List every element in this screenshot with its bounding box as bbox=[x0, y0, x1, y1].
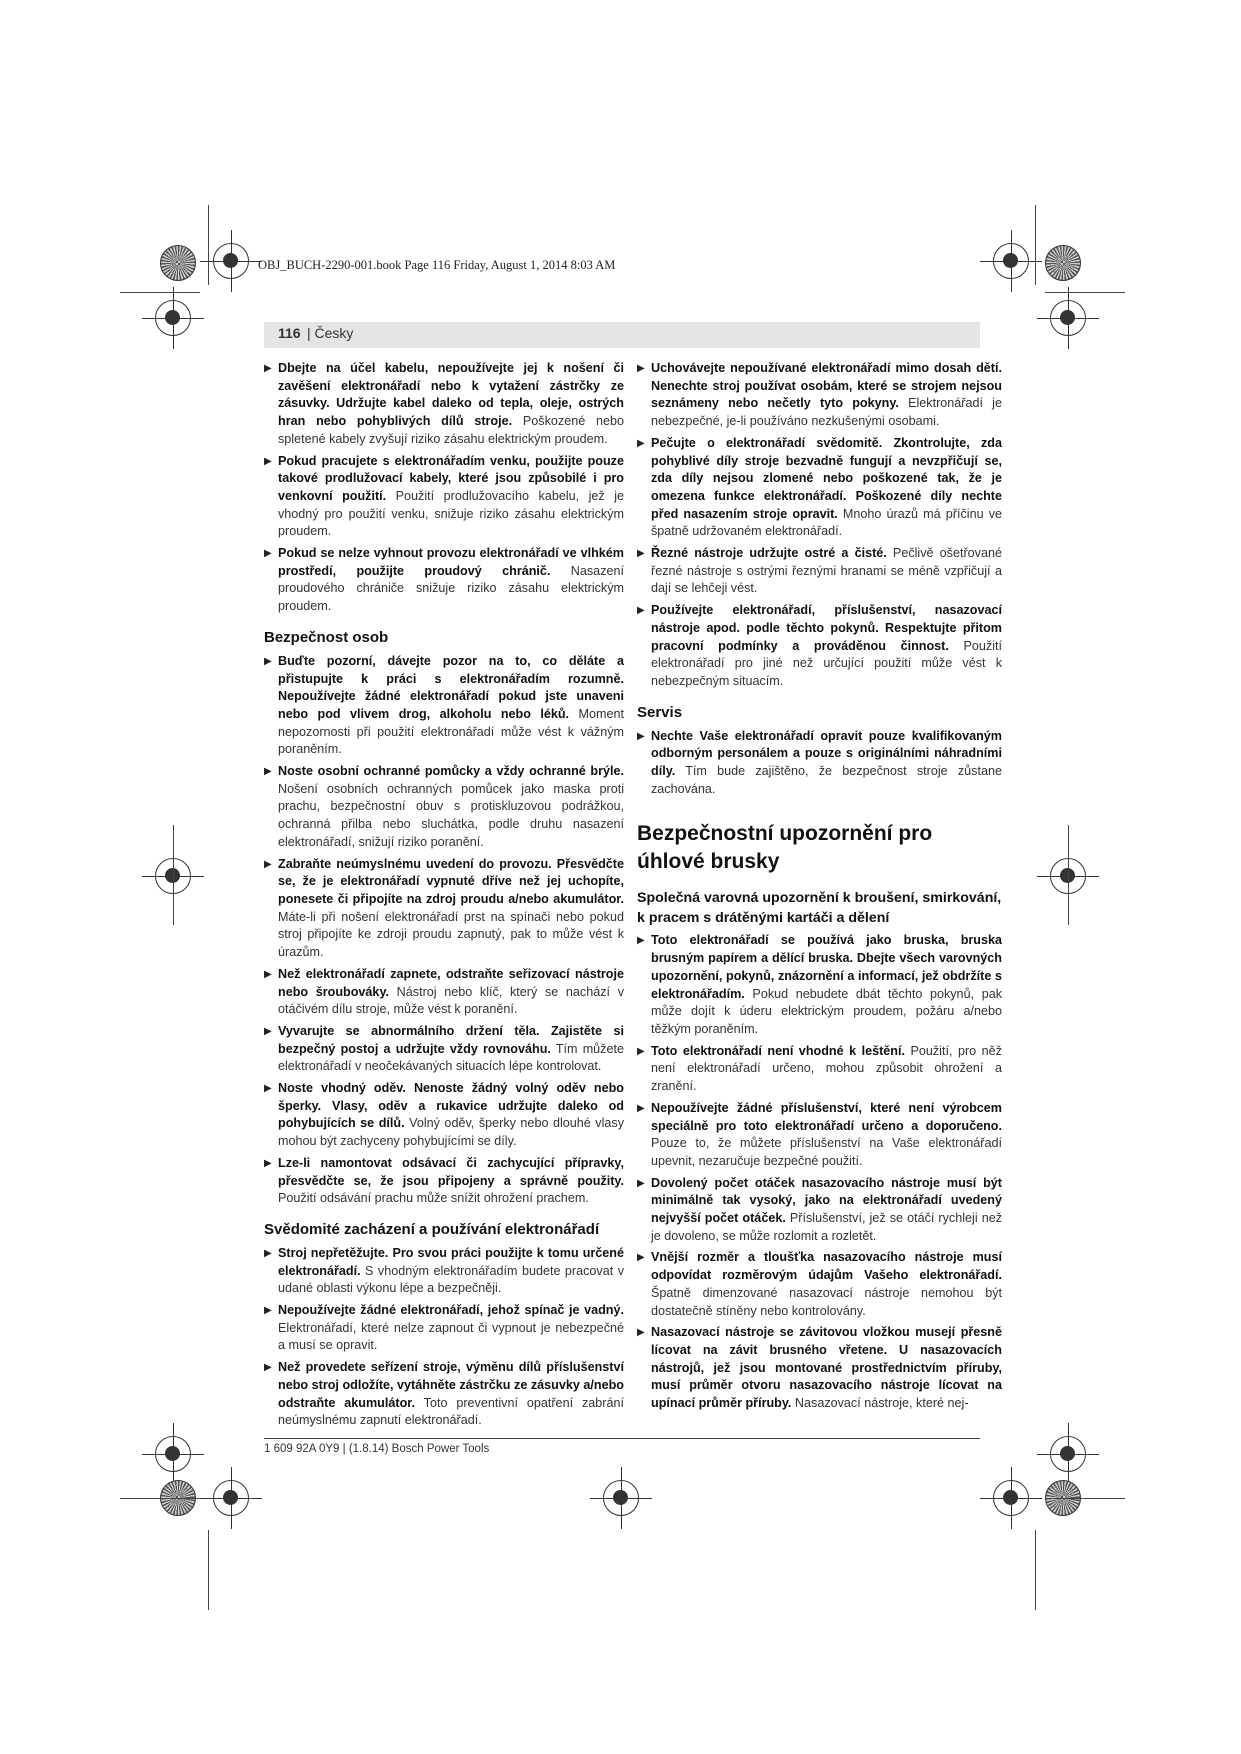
bullet-arrow-icon: ▶ bbox=[637, 605, 645, 617]
right-items-service bbox=[637, 728, 1002, 799]
item-bold-text: Nasazovací nástroje se závitovou vložkou musejí přesně lícovat na závit brusného vřetene. U nasazovacích nástrojů, jež jsou montované prostřednictvím příruby, musí průměr otvoru nasazovacího nástroje lícovat na upínací průměr příruby. bbox=[651, 1325, 1002, 1411]
list-item bbox=[637, 932, 1002, 1038]
item-bold-text: Nepoužívejte žádné příslušenství, které není výrobcem speciálně pro toto elektronářadí určeno a doporučeno. bbox=[651, 1100, 1002, 1133]
crop-line bbox=[1035, 1530, 1036, 1610]
item-normal-text: Použití elektronářadí pro jiné než určující použití může vést k nebezpečným situacím. bbox=[651, 638, 1002, 688]
item-bold-text: Noste vhodný oděv. Nenoste žádný volný oděv nebo šperky. Vlasy, oděv a rukavice udržujte daleko od pohybujících se dílů. bbox=[278, 1081, 624, 1131]
item-normal-text: Máte-li při nošení elektronářadí prst na spínači nebo pokud stroj připojíte ke zdroji proudu zapnutý, pak to může vést k úrazům. bbox=[278, 909, 624, 960]
item-normal-text: Moment nepozornosti při použití elektronářadí může vést k vážným poraněním. bbox=[278, 706, 624, 757]
item-normal-text: Elektronářadí, které nelze zapnout či vypnout je nebezpečné a musí se opravit. bbox=[278, 1320, 624, 1353]
left-items-persons bbox=[264, 653, 624, 1208]
crop-line bbox=[120, 1498, 200, 1499]
list-item bbox=[264, 1302, 624, 1355]
page-number: 116 bbox=[278, 325, 301, 341]
item-normal-text: Pouze to, že můžete příslušenství na Vaše elektronářadí upevnit, nezaručuje bezpečné použití. bbox=[651, 1136, 1002, 1168]
bullet-arrow-icon: ▶ bbox=[637, 1102, 645, 1114]
left-column bbox=[264, 360, 624, 1434]
header-separator: | bbox=[307, 325, 315, 341]
bullet-arrow-icon: ▶ bbox=[637, 1177, 645, 1189]
list-item bbox=[264, 1359, 624, 1430]
registration-mark-icon bbox=[213, 1480, 249, 1516]
item-bold-text: Než elektronářadí zapnete, odstraňte seřizovací nástroje nebo šroubováky. bbox=[278, 966, 624, 999]
list-item bbox=[264, 966, 624, 1019]
list-item bbox=[637, 360, 1002, 431]
language-label: Česky bbox=[314, 325, 354, 341]
heading-personal-safety: Bezpečnost osob bbox=[264, 628, 389, 646]
item-normal-text: Nošení osobních ochranných pomůcek jako maska proti prachu, bezpečnostní obuv s protiskluzovou podrážkou, ochranná přilba nebo sluchátka, podle druhu nasazení elektronářadí, snižují riziko poranění. bbox=[278, 781, 624, 849]
bullet-arrow-icon: ▶ bbox=[637, 363, 645, 374]
crop-line bbox=[173, 825, 174, 925]
item-normal-text: Pokud nebudete dbát těchto pokynů, pak může dojít k úderu elektrickým proudem, požáru a/nebo těžkým poraněním. bbox=[651, 986, 1002, 1036]
item-normal-text: Volný oděv, šperky nebo dlouhé vlasy mohou být zachyceny pohybujícími se díly. bbox=[278, 1116, 624, 1149]
registration-mark-icon bbox=[1050, 300, 1086, 336]
list-item bbox=[637, 1324, 1002, 1413]
item-bold-text: Používejte elektronářadí, příslušenství, nasazovací nástroje apod. podle těchto pokynů. Respektujte přitom pracovní podmínky a prováděnou činnost. bbox=[651, 603, 1002, 653]
crop-line bbox=[1035, 205, 1036, 285]
list-item bbox=[264, 763, 624, 852]
item-bold-text: Pokud se nelze vyhnout provozu elektronářadí ve vlhkém prostředí, použijte proudový chránič. bbox=[278, 546, 624, 578]
bullet-arrow-icon: ▶ bbox=[264, 548, 272, 560]
item-normal-text: Nasazovací nástroje, které nej- bbox=[791, 1396, 969, 1411]
list-item bbox=[637, 1100, 1002, 1171]
bullet-arrow-icon: ▶ bbox=[264, 1025, 272, 1037]
item-normal-text: Použití odsávání prachu může snížit ohrožení prachem. bbox=[278, 1191, 589, 1206]
bullet-arrow-icon: ▶ bbox=[637, 437, 645, 449]
list-item bbox=[264, 856, 624, 962]
list-item bbox=[264, 1245, 624, 1298]
item-normal-text: Nástroj nebo klíč, který se nachází v otáčivém dílu stroje, může vést k poranění. bbox=[278, 984, 624, 1017]
bullet-arrow-icon: ▶ bbox=[637, 1327, 645, 1339]
bullet-arrow-icon: ▶ bbox=[637, 1252, 645, 1264]
header-language bbox=[307, 325, 353, 341]
heading-tool-handling: Svědomité zacházení a používání elektronářadí bbox=[264, 1220, 600, 1238]
list-item bbox=[637, 728, 1002, 799]
bullet-arrow-icon: ▶ bbox=[264, 1083, 272, 1095]
crop-line bbox=[208, 1530, 209, 1610]
list-item bbox=[264, 545, 624, 616]
item-bold-text: Toto elektronářadí není vhodné k leštění. bbox=[651, 1043, 905, 1058]
list-item bbox=[264, 1023, 624, 1076]
list-item bbox=[264, 453, 624, 542]
item-bold-text: Stroj nepřetěžujte. Pro svou práci použijte k tomu určené elektronářadí. bbox=[278, 1245, 624, 1278]
right-items-common bbox=[637, 932, 1002, 1412]
heading-common-warnings: Společná varovná upozornění k broušení, smirkování, k pracem s drátěnými kartáči a dělení bbox=[637, 890, 1002, 927]
list-item bbox=[637, 435, 1002, 541]
item-normal-text: S vhodným elektronářadím budete pracovat v udané oblasti výkonu lépe a bezpečněji. bbox=[278, 1263, 624, 1296]
item-normal-text: Elektronářadí je nebezpečné, je-li používáno nezkušenými osobami. bbox=[651, 396, 1002, 429]
item-bold-text: Než provedete seřízení stroje, výměnu dílů příslušenství nebo stroj odložíte, vytáhněte zástrčku ze zásuvky a/nebo odstraňte akumulátor. bbox=[278, 1360, 624, 1410]
registration-mark-icon bbox=[993, 243, 1029, 279]
item-bold-text: Řezné nástroje udržujte ostré a čisté. bbox=[651, 546, 887, 561]
bullet-arrow-icon: ▶ bbox=[637, 730, 645, 742]
item-normal-text: Nasazení proudového chrániče snižuje riziko zásahu elektrickým proudem. bbox=[278, 563, 624, 614]
list-item bbox=[637, 545, 1002, 598]
registration-mark-icon bbox=[155, 300, 191, 336]
registration-mark-icon bbox=[993, 1480, 1029, 1516]
item-bold-text: Pečujte o elektronářadí svědomitě. Zkontrolujte, zda pohyblivé díly stroje bezvadně fungují a nevzpřičují se, zda díly nejsou zlomené nebo poškozené tak, že je omezena funkce elektronářadí. Poškozené díly nechte před nasazením stroje opravit. bbox=[651, 435, 1002, 521]
left-items-handling bbox=[264, 1245, 624, 1430]
item-normal-text: Mnoho úrazů má příčinu ve špatně udržovaném elektronářadí. bbox=[651, 506, 1002, 539]
bullet-arrow-icon: ▶ bbox=[637, 548, 645, 560]
list-item bbox=[637, 1249, 1002, 1320]
right-column bbox=[637, 360, 1002, 1417]
item-normal-text: Toto preventivní opatření zabrání neúmyslnému zapnutí elektronářadí. bbox=[278, 1395, 624, 1428]
item-normal-text: Poškozené nebo spletené kabely zvyšují riziko zásahu elektrickým proudem. bbox=[278, 414, 624, 446]
item-bold-text: Vnější rozměr a tloušťka nasazovacího nástroje musí odpovídat rozměrovým údajům Vašeho elektronářadí. bbox=[651, 1250, 1002, 1283]
bullet-arrow-icon: ▶ bbox=[264, 968, 272, 980]
registration-mark-icon bbox=[213, 243, 249, 279]
item-bold-text: Dbejte na účel kabelu, nepoužívejte jej k nošení či zavěšení elektronářadí nebo k vytažení zástrčky ze zásuvky. Udržujte kabel daleko od tepla, oleje, ostrých hran nebo pohyblivých dílů stroje. bbox=[278, 361, 624, 429]
bullet-arrow-icon: ▶ bbox=[264, 1305, 272, 1317]
print-slug: OBJ_BUCH-2290-001.book Page 116 Friday, August 1, 2014 8:03 AM bbox=[258, 258, 616, 272]
bullet-arrow-icon: ▶ bbox=[264, 858, 272, 870]
bullet-arrow-icon: ▶ bbox=[637, 935, 645, 947]
bullet-arrow-icon: ▶ bbox=[264, 1362, 272, 1374]
registration-mark-icon bbox=[155, 1436, 191, 1472]
color-sunburst-icon bbox=[1045, 245, 1081, 281]
item-bold-text: Nepoužívejte žádné elektronářadí, jehož spínač je vadný. bbox=[278, 1303, 624, 1318]
footer-rule bbox=[264, 1438, 980, 1439]
registration-mark-icon bbox=[603, 1480, 639, 1516]
list-item bbox=[264, 360, 624, 449]
item-bold-text: Toto elektronářadí se používá jako bruska, bruska brusným papírem a dělící bruska. Dbejte všech varovných upozornění, pokynů, znázornění a informací, jež obdržíte s elektronářadím. bbox=[651, 933, 1002, 1001]
page-header bbox=[264, 322, 980, 348]
item-normal-text: Tím můžete elektronářadí v neočekávaných situacích lépe kontrolovat. bbox=[278, 1041, 624, 1074]
bullet-arrow-icon: ▶ bbox=[264, 1247, 272, 1259]
item-bold-text: Uchovávejte nepoužívané elektronářadí mimo dosah dětí. Nenechte stroj používat osobám, které se strojem nejsou seznámeny nebo nečetly tyto pokyny. bbox=[651, 361, 1002, 411]
crop-line bbox=[1045, 1498, 1125, 1499]
item-bold-text: Zabraňte neúmyslnému uvedení do provozu. Přesvědčte se, že je elektronářadí vypnuté dříve než jej uchopíte, ponesete či připojíte na zdroj proudu a/nebo akumulátor. bbox=[278, 856, 624, 906]
footer-text: 1 609 92A 0Y9 | (1.8.14) Bosch Power Tools bbox=[264, 1443, 490, 1455]
item-bold-text: Dovolený počet otáček nasazovacího nástroje musí být minimálně tak vysoký, jako na elektronářadí uvedený nejvyšší počet otáček. bbox=[651, 1175, 1002, 1226]
right-items-top bbox=[637, 360, 1002, 691]
item-normal-text: Příslušenství, jež se otáčí rychleji než je dovoleno, se může rozlomit a rozletět. bbox=[651, 1211, 1002, 1243]
crop-line bbox=[120, 292, 200, 293]
item-bold-text: Vyvarujte se abnormálního držení těla. Zajistěte si bezpečný postoj a udržujte vždy rovnováhu. bbox=[278, 1023, 624, 1056]
bullet-arrow-icon: ▶ bbox=[264, 363, 272, 374]
item-bold-text: Lze-li namontovat odsávací či zachycující přípravky, přesvědčte se, že jsou připojeny a správně použity. bbox=[278, 1155, 624, 1188]
item-normal-text: Pečlivě ošetřované řezné nástroje s ostrými řeznými hranami se méně vzpřičují a dají se lehčeji vést. bbox=[651, 546, 1002, 596]
list-item bbox=[264, 1080, 624, 1151]
crop-line bbox=[1068, 825, 1069, 925]
list-item bbox=[264, 1155, 624, 1208]
color-sunburst-icon bbox=[160, 245, 196, 281]
list-item bbox=[637, 602, 1002, 691]
crop-line bbox=[208, 205, 209, 285]
item-normal-text: Použití, pro něž není elektronářadí určeno, mohou způsobit ohrožení a zranění. bbox=[651, 1043, 1002, 1094]
bullet-arrow-icon: ▶ bbox=[637, 1045, 645, 1057]
bullet-arrow-icon: ▶ bbox=[264, 455, 272, 467]
item-bold-text: Noste osobní ochranné pomůcky a vždy ochranné brýle. bbox=[278, 764, 624, 779]
registration-mark-icon bbox=[1050, 1436, 1086, 1472]
list-item bbox=[264, 653, 624, 759]
bullet-arrow-icon: ▶ bbox=[264, 766, 272, 778]
crop-line bbox=[1045, 292, 1125, 293]
item-bold-text: Pokud pracujete s elektronářadím venku, použijte pouze takové prodlužovací kabely, které jsou způsobilé i pro venkovní použití. bbox=[278, 453, 624, 503]
bullet-arrow-icon: ▶ bbox=[264, 1157, 272, 1169]
left-items-top bbox=[264, 360, 624, 616]
item-normal-text: Špatně dimenzované nasazovací nástroje nemohou být dostatečně stíněny nebo kontrolovány. bbox=[651, 1285, 1002, 1318]
heading-service: Servis bbox=[637, 703, 683, 721]
list-item bbox=[637, 1175, 1002, 1246]
item-bold-text: Nechte Vaše elektronářadí opravit pouze kvalifikovaným odborným personálem a pouze s originálními náhradními díly. bbox=[651, 728, 1002, 779]
list-item bbox=[637, 1043, 1002, 1096]
item-normal-text: Použití prodlužovacího kabelu, jež je vhodný pro použití venku, snižuje riziko zásahu elektrickým proudem. bbox=[278, 488, 624, 539]
item-normal-text: Tím bude zajištěno, že bezpečnost stroje zůstane zachována. bbox=[651, 764, 1002, 796]
bullet-arrow-icon: ▶ bbox=[264, 655, 272, 667]
heading-angle-grinder-safety: Bezpečnostní upozornění pro úhlové brusky bbox=[637, 822, 933, 874]
item-bold-text: Buďte pozorní, dávejte pozor na to, co děláte a přistupujte k práci s elektronářadím rozumně. Nepoužívejte žádné elektronářadí pokud jste unaveni nebo pod vlivem drog, alkoholu nebo léků. bbox=[278, 653, 624, 721]
